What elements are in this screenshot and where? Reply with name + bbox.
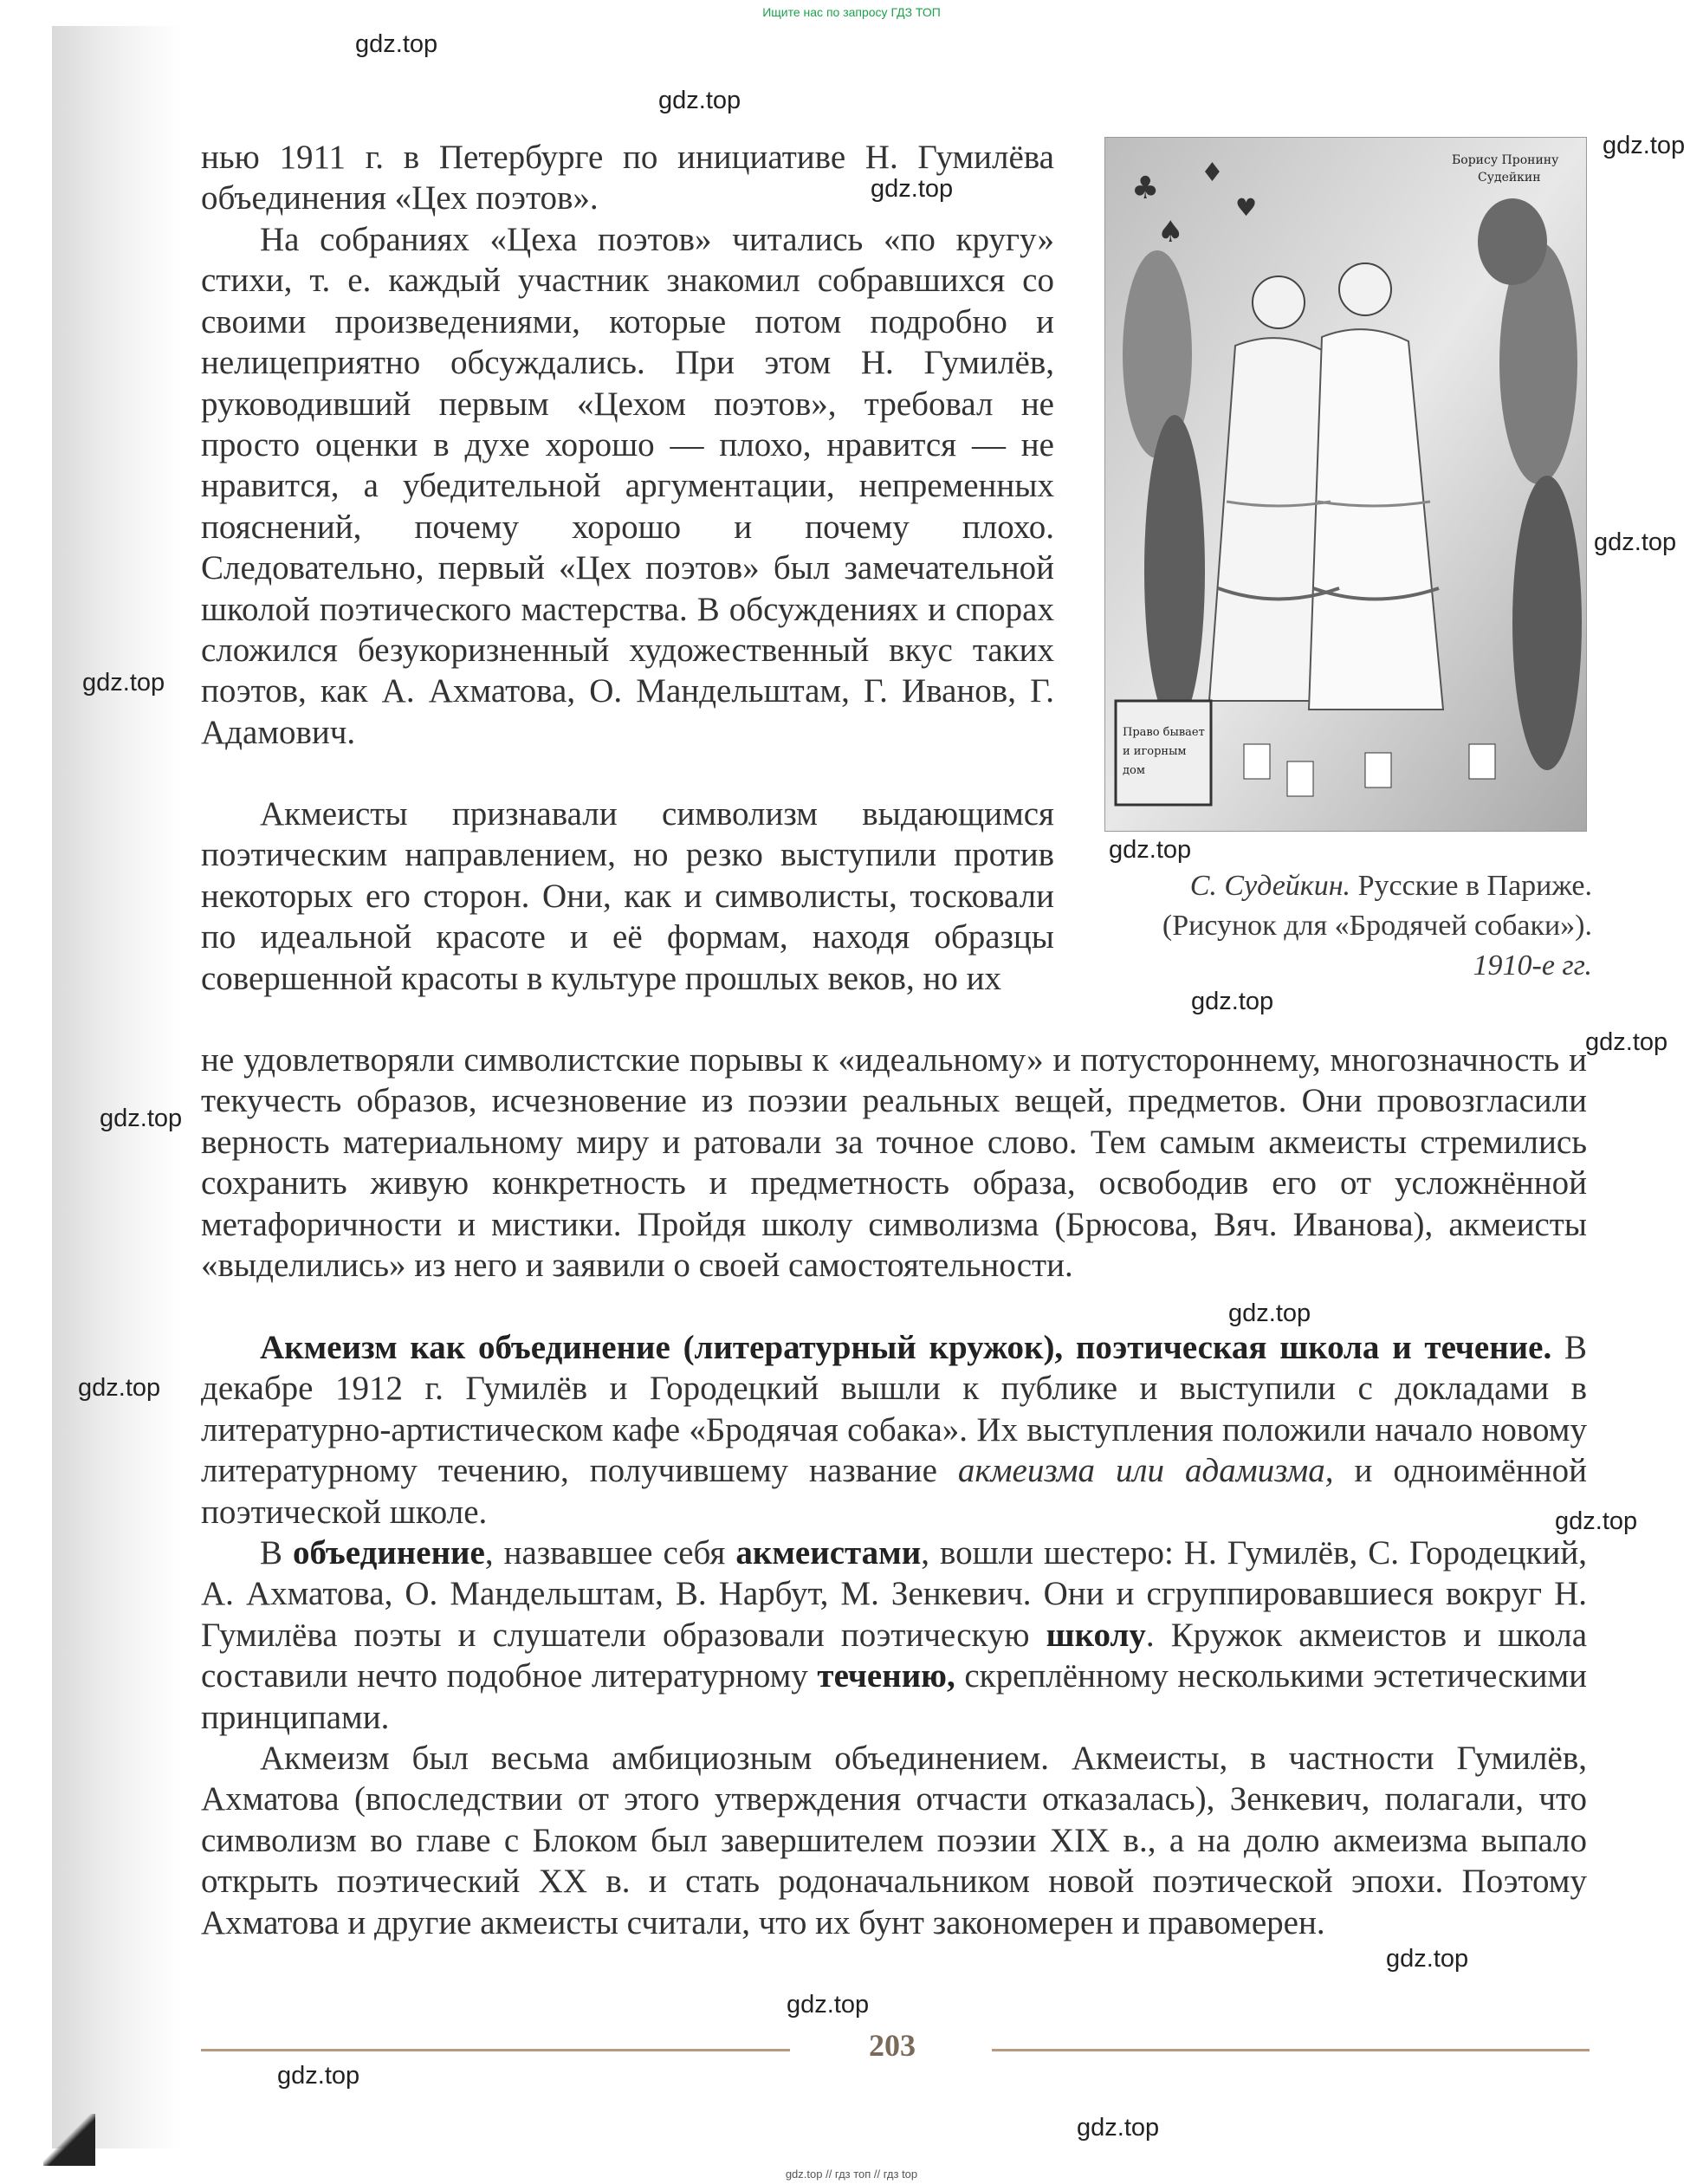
svg-text:♥: ♥ [1235, 193, 1258, 222]
illustration-sudeikin [1104, 137, 1587, 832]
figure-caption [1074, 866, 1592, 986]
watermark: gdz.top [1386, 1945, 1469, 1973]
paragraph-4-text: В декабре 1912 г. Гумилёв и Городецкий вышли к публике и выступили с докладами в литературно-артистическом кафе «Бродячая собака». Их выступления положили начало новому литературному течению, получившему название [201, 1329, 1587, 1490]
paragraph-1: нью 1911 г. в Петербурге по инициативе Н. Гумилёва объединения «Цех поэтов». [201, 139, 1054, 217]
svg-text:и игорным: и игорным [1123, 745, 1187, 758]
term-bold: объединение [293, 1534, 485, 1572]
term-bold: течению, [817, 1657, 955, 1695]
svg-text:Судейкин: Судейкин [1478, 171, 1541, 185]
watermark: gdz.top [1191, 988, 1274, 1015]
page-corner-shadow [43, 2114, 95, 2166]
svg-text:♣: ♣ [1131, 171, 1160, 206]
svg-text:Право бывает: Право бывает [1123, 726, 1205, 739]
paragraph-5-text: . Кружок акмеистов и школа составили нечто подобное литературному [201, 1616, 1588, 1695]
watermark: gdz.top [1594, 528, 1677, 556]
paragraph-5-text: скреплённому несколькими эстетическими принципами. [201, 1657, 1587, 1736]
caption-author: С. Судейкин. [1189, 870, 1351, 902]
caption-date-text: 1910-е гг. [1473, 949, 1592, 982]
watermark: gdz.top [1228, 1299, 1311, 1327]
paragraph-4 [201, 1327, 1587, 1533]
svg-text:♦: ♦ [1201, 158, 1224, 188]
svg-text:дом: дом [1123, 764, 1145, 777]
watermark: gdz.top [277, 2062, 360, 2090]
book-spine-shadow [52, 26, 182, 2148]
paragraph-5 [201, 1533, 1587, 1738]
watermark: gdz.top [78, 1374, 161, 1402]
section-heading: Акмеизм как объединение (литературный кружок), поэтическая школа и течение. [260, 1329, 1552, 1366]
footer-rule-right [992, 2049, 1590, 2051]
svg-text:Борису Пронину: Борису Пронину [1452, 153, 1559, 167]
paragraph-6: Акмеизм был весьма амбициозным объединением. Акмеисты, в частности Гумилёв, Ахматова (впоследствии от этого утверждения отчасти отказалась), Зенкевич, полагали, что символизм во главе с Блоком был завершителем поэзии XIX в., а на долю акмеизма выпало открыть поэтический XX в. и стать родоначальником новой поэтической эпохи. Поэтому Ахматова и другие акмеисты считали, что их бунт закономерен и правомерен. [201, 1740, 1587, 1941]
watermark: gdz.top [100, 1105, 183, 1132]
header-search-link[interactable]: Ищите нас по запросу ГДЗ ТОП [762, 5, 941, 19]
paragraph-5-text: , назвавшее себя [484, 1534, 736, 1572]
svg-text:♠: ♠ [1157, 215, 1184, 250]
caption-line-1 [1074, 866, 1592, 906]
watermark: gdz.top [1603, 132, 1686, 159]
watermark: gdz.top [1585, 1028, 1668, 1056]
paragraph-4-tail: и одноимённой поэтической школе. [201, 1452, 1587, 1531]
watermark: gdz.top [1077, 2114, 1160, 2142]
paragraph-5-text: , вошли шестеро: Н. Гумилёв, С. Городецкий, А. Ахматова, О. Мандельштам, В. Нарбут, М. Зенкевич. Они и сгруппировавшиеся вокруг Н. Гумилёва поэты и слушатели образовали поэтическую [201, 1534, 1587, 1654]
paragraph-3-narrow: Акмеисты признавали символизм выдающимся поэтическим направлением, но резко выступили против некоторых его сторон. Они, как и символисты, тосковали по идеальной красоте и её формам, находя образцы совершенной красоты в культуре прошлых веков, но их [201, 795, 1054, 997]
caption-date [1074, 946, 1592, 986]
term-bold: школу [1046, 1616, 1146, 1654]
term-italic: акмеизма или адамизма, [957, 1452, 1334, 1490]
illustration-drawing [1105, 138, 1586, 831]
watermark: gdz.top [871, 175, 954, 203]
paragraph-2: На собраниях «Цеха поэтов» читались «по кругу» стихи, т. е. каждый участник знакомил собравшихся со своими произведениями, которые потом подробно и нелицеприятно обсуждались. При этом Н. Гумилёв, руководивший первым «Цехом поэтов», требовал не просто оценки в духе хорошо — плохо, нравится — не нравится, а убедительной аргументации, непременных пояснений, почему хорошо и почему плохо. Следовательно, первый «Цех поэтов» был замечательной школой поэтического мастерства. В обсуждениях и спорах сложился безукоризненный художественный вкус таких поэтов, как А. Ахматова, О. Мандельштам, Г. Иванов, Г. Адамович. [201, 221, 1054, 751]
page-number: 203 [869, 2028, 916, 2063]
caption-title: Русские в Париже. [1357, 870, 1592, 902]
footer-search-link[interactable]: gdz.top // гдз топ // гдз top [785, 2168, 918, 2181]
watermark: gdz.top [1555, 1507, 1638, 1535]
footer-rule-left [201, 2049, 790, 2051]
paragraph-5-text: В [260, 1534, 294, 1572]
watermark: gdz.top [787, 1991, 870, 2019]
watermark: gdz.top [1109, 836, 1192, 864]
watermark: gdz.top [355, 30, 438, 58]
paragraph-3-wide: не удовлетворяли символистские порывы к «идеальному» и потустороннему, многозначность и текучесть образов, исчезновение из поэзии реальных вещей, предметов. Они провозгласили верность материальному миру и ратовали за точное слово. Тем самым акмеисты стремились сохранить живую конкретность и предметность образа, освободив его от усложнённой метафоричности и мистики. Пройдя школу символизма (Брюсова, Вяч. Иванова), акмеисты «выделились» из него и заявили о своей самостоятельности. [201, 1041, 1587, 1285]
term-bold: акмеистами [735, 1534, 922, 1572]
caption-line-2: (Рисунок для «Бродячей собаки»). [1162, 910, 1592, 942]
watermark: gdz.top [82, 669, 165, 697]
watermark: gdz.top [658, 87, 741, 114]
